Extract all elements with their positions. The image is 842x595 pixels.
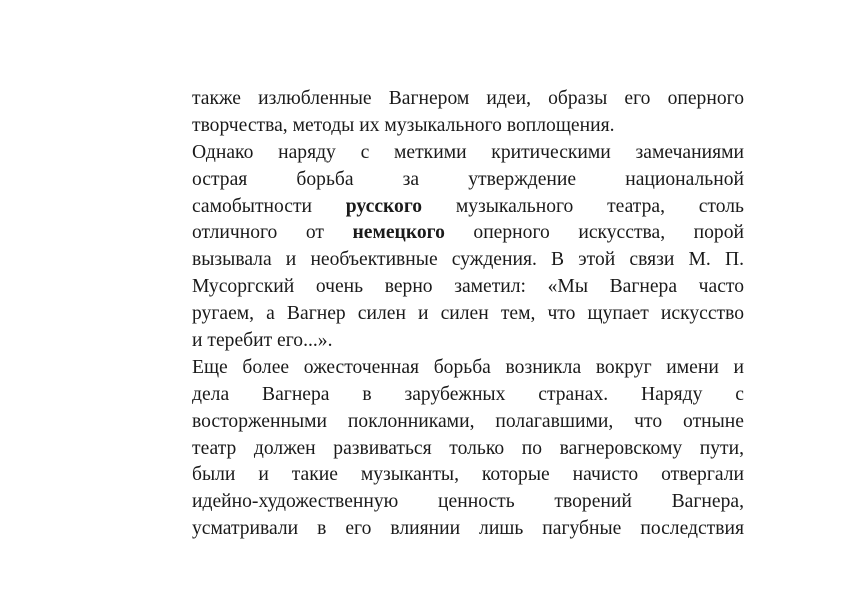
text-line	[192, 274, 744, 301]
text-segment: и теребит его...».	[192, 330, 333, 352]
bold-word: русского	[345, 195, 423, 217]
text-segment: усматривали в его влиянии лишь пагубные последствия	[192, 518, 744, 540]
text-segment: восторженными поклонниками, полагавшими, что отныне	[192, 410, 744, 432]
text-segment: вызывала и необъективные суждения. В этой связи М. П.	[192, 249, 744, 271]
text-line	[192, 220, 744, 247]
text-line	[192, 247, 744, 274]
text-segment: Однако наряду с меткими критическими замечаниями	[192, 141, 744, 163]
text-line	[192, 436, 744, 463]
text-line	[192, 140, 744, 167]
text-segment: также излюбленные Вагнером идеи, образы его оперного	[192, 88, 744, 109]
text-segment: дела Вагнера в зарубежных странах. Наряду с	[192, 383, 744, 405]
text-segment: острая борьба за утверждение национальной	[192, 168, 744, 190]
text-line	[192, 113, 744, 140]
text-segment: оперного искусства, порой	[444, 222, 744, 244]
text-segment: самобытности	[192, 195, 346, 217]
text-line	[192, 167, 744, 194]
text-line	[192, 86, 744, 113]
text-line	[192, 328, 744, 355]
text-line	[192, 489, 744, 516]
text-line	[192, 409, 744, 436]
body-text	[192, 86, 744, 543]
text-segment: театр должен развиваться только по вагнеровскому пути,	[192, 437, 744, 459]
text-line	[192, 516, 744, 543]
text-line	[192, 301, 744, 328]
text-segment: творчества, методы их музыкального воплощения.	[192, 114, 615, 136]
text-segment: идейно-художественную ценность творений Вагнера,	[192, 491, 744, 513]
text-segment: ругаем, а Вагнер силен и силен тем, что щупает искусство	[192, 303, 744, 325]
text-segment: были и такие музыканты, которые начисто отвергали	[192, 464, 744, 486]
text-line	[192, 355, 744, 382]
text-segment: Мусоргский очень верно заметил: «Мы Вагнера часто	[192, 276, 744, 298]
text-line	[192, 194, 744, 221]
text-segment: музыкального театра, столь	[422, 195, 744, 217]
text-segment: отличного от	[192, 222, 353, 244]
text-segment: Еще более ожесточенная борьба возникла вокруг имени и	[192, 356, 744, 378]
bold-word: немецкого	[352, 222, 445, 244]
text-line	[192, 382, 744, 409]
text-line	[192, 462, 744, 489]
